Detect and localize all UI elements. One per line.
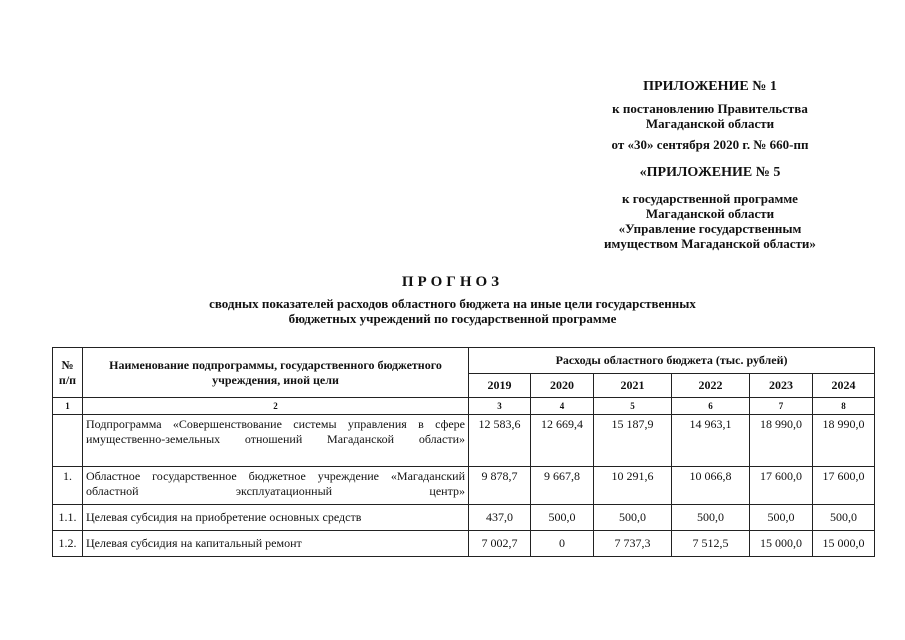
- row-value: 15 187,9: [594, 415, 672, 467]
- column-index: 1: [53, 398, 83, 415]
- row-value: 500,0: [672, 505, 750, 531]
- col-header-name: Наименование подпрограммы, государственного бюджетного учреждения, иной цели: [83, 348, 469, 398]
- table-row: [53, 505, 875, 531]
- row-num: 1.1.: [53, 505, 83, 531]
- row-value: 9 667,8: [531, 467, 594, 505]
- row-name: Целевая субсидия на приобретение основных средств: [83, 505, 469, 531]
- expenses-table: [52, 347, 875, 557]
- program-line-2: Магаданской области: [645, 206, 775, 221]
- column-index: 5: [594, 398, 672, 415]
- row-value: 18 990,0: [750, 415, 813, 467]
- row-value: 12 583,6: [469, 415, 531, 467]
- year-header: 2024: [813, 374, 875, 398]
- row-value: 500,0: [750, 505, 813, 531]
- row-value: 17 600,0: [750, 467, 813, 505]
- appendix-1-heading: ПРИЛОЖЕНИЕ № 1: [643, 79, 777, 94]
- row-value: 18 990,0: [813, 415, 875, 467]
- row-value: 7 002,7: [469, 531, 531, 557]
- row-value: 500,0: [594, 505, 672, 531]
- row-value: 500,0: [531, 505, 594, 531]
- row-value: 14 963,1: [672, 415, 750, 467]
- program-line-3: «Управление государственным: [618, 221, 802, 236]
- row-value: 500,0: [813, 505, 875, 531]
- column-index: 3: [469, 398, 531, 415]
- row-name: Подпрограмма «Совершенствование системы управления в сфере имущественно-земельных отношений Магаданской области»: [83, 415, 469, 467]
- row-value: 9 878,7: [469, 467, 531, 505]
- column-index: 8: [813, 398, 875, 415]
- year-header: 2023: [750, 374, 813, 398]
- document-title: ПРОГНОЗ: [401, 274, 504, 290]
- row-value: 15 000,0: [750, 531, 813, 557]
- col-header-num: № п/п: [53, 348, 83, 398]
- column-index: 2: [83, 398, 469, 415]
- row-num: 1.: [53, 467, 83, 505]
- column-index: 7: [750, 398, 813, 415]
- year-header: 2019: [469, 374, 531, 398]
- row-value: 12 669,4: [531, 415, 594, 467]
- table-row: [53, 415, 875, 467]
- row-value: 15 000,0: [813, 531, 875, 557]
- row-value: 10 291,6: [594, 467, 672, 505]
- resolution-reference: [560, 101, 860, 131]
- document-subtitle: [0, 296, 905, 326]
- resolution-line-2: Магаданской области: [645, 116, 775, 131]
- year-header: 2022: [672, 374, 750, 398]
- column-index: 4: [531, 398, 594, 415]
- subtitle-line-1: сводных показателей расходов областного бюджета на иные цели государственных: [209, 296, 696, 311]
- resolution-line-1: к постановлению Правительства: [612, 101, 808, 116]
- table-row: [53, 467, 875, 505]
- appendix-5-heading: «ПРИЛОЖЕНИЕ № 5: [639, 165, 781, 180]
- row-name: Целевая субсидия на капитальный ремонт: [83, 531, 469, 557]
- resolution-date: от «30» сентября 2020 г. № 660-пп: [611, 137, 809, 152]
- program-reference: [540, 191, 880, 251]
- program-line-4: имуществом Магаданской области»: [604, 236, 816, 251]
- row-num: [53, 415, 83, 467]
- row-value: 10 066,8: [672, 467, 750, 505]
- row-name: Областное государственное бюджетное учреждение «Магаданский областной эксплуатационный центр»: [83, 467, 469, 505]
- row-value: 7 512,5: [672, 531, 750, 557]
- row-value: 437,0: [469, 505, 531, 531]
- year-header: 2020: [531, 374, 594, 398]
- row-value: 17 600,0: [813, 467, 875, 505]
- program-line-1: к государственной программе: [622, 191, 798, 206]
- col-header-expenses: Расходы областного бюджета (тыс. рублей): [469, 348, 875, 374]
- column-index-row: [53, 398, 875, 415]
- row-value: 0: [531, 531, 594, 557]
- table-row: [53, 531, 875, 557]
- row-num: 1.2.: [53, 531, 83, 557]
- row-value: 7 737,3: [594, 531, 672, 557]
- subtitle-line-2: бюджетных учреждений по государственной программе: [288, 311, 617, 326]
- column-index: 6: [672, 398, 750, 415]
- year-header: 2021: [594, 374, 672, 398]
